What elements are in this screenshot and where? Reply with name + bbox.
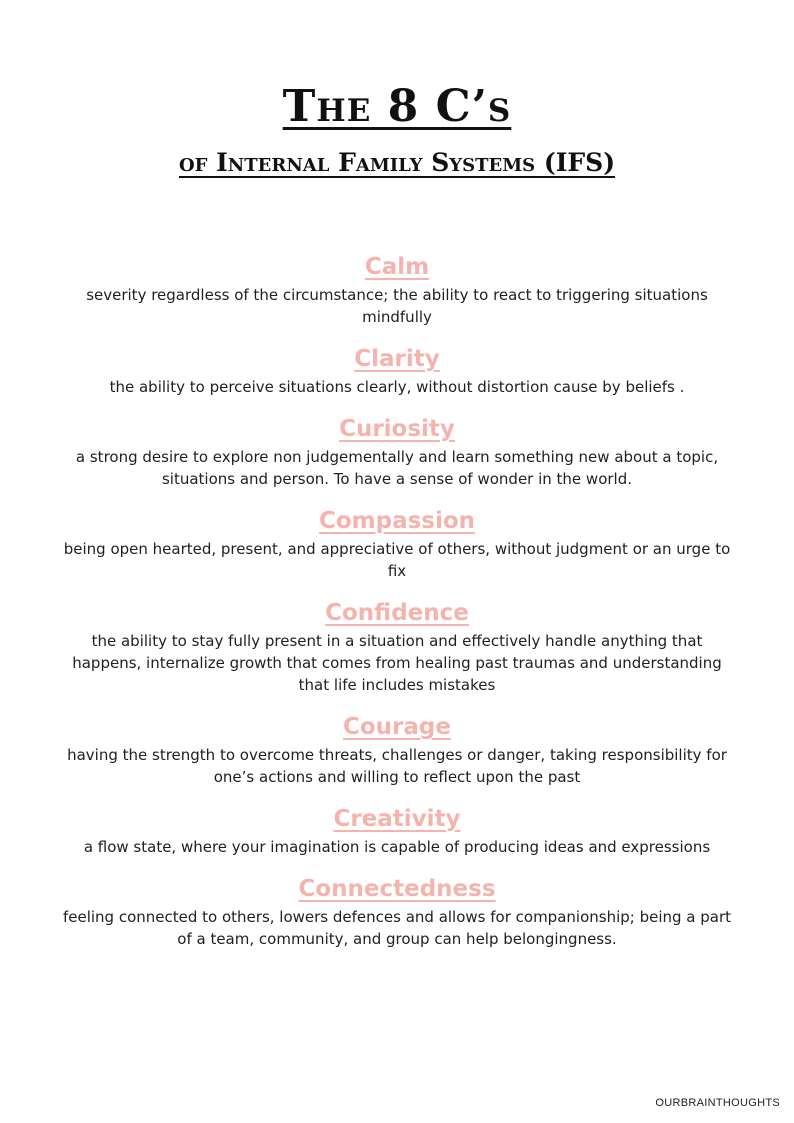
c-heading: Connectedness xyxy=(298,876,496,902)
c-description: the ability to stay fully present in a situation and effectively handle anything that happens, internalize growth that comes from healing past traumas and understanding that life includes mistakes xyxy=(72,632,722,694)
c-item-clarity xyxy=(60,344,734,398)
c-list xyxy=(60,252,734,966)
c-heading: Confidence xyxy=(325,600,469,626)
c-description: severity regardless of the circumstance; the ability to react to triggering situations mindfully xyxy=(86,286,708,326)
c-item-confidence xyxy=(60,598,734,696)
c-item-curiosity xyxy=(60,414,734,490)
page-subtitle: of Internal Family Systems (IFS) xyxy=(178,148,616,177)
c-item-creativity xyxy=(60,804,734,858)
c-item-compassion xyxy=(60,506,734,582)
c-item-courage xyxy=(60,712,734,788)
c-description: a flow state, where your imagination is capable of producing ideas and expressions xyxy=(83,838,711,856)
c-item-calm xyxy=(60,252,734,328)
c-heading: Courage xyxy=(343,714,451,740)
c-heading: Compassion xyxy=(318,508,476,534)
c-description: having the strength to overcome threats, challenges or danger, taking responsibility for one’s actions and willing to reflect upon the past xyxy=(67,746,727,786)
page-header xyxy=(0,78,794,180)
c-heading: Clarity xyxy=(354,346,440,372)
page-title: The 8 C’s xyxy=(282,81,512,132)
c-description: being open hearted, present, and appreciative of others, without judgment or an urge to fix xyxy=(63,540,731,580)
c-description: feeling connected to others, lowers defences and allows for companionship; being a part of a team, community, and group can help belongingness. xyxy=(62,908,732,948)
footer-credit: OURBRAINTHOUGHTS xyxy=(655,1097,780,1109)
c-description: a strong desire to explore non judgementally and learn something new about a topic, situations and person. To have a sense of wonder in the world. xyxy=(75,448,719,488)
c-heading: Curiosity xyxy=(339,416,455,442)
c-heading: Calm xyxy=(364,254,430,280)
c-heading: Creativity xyxy=(333,806,461,832)
c-description: the ability to perceive situations clearly, without distortion cause by beliefs . xyxy=(109,378,685,396)
c-item-connectedness xyxy=(60,874,734,950)
